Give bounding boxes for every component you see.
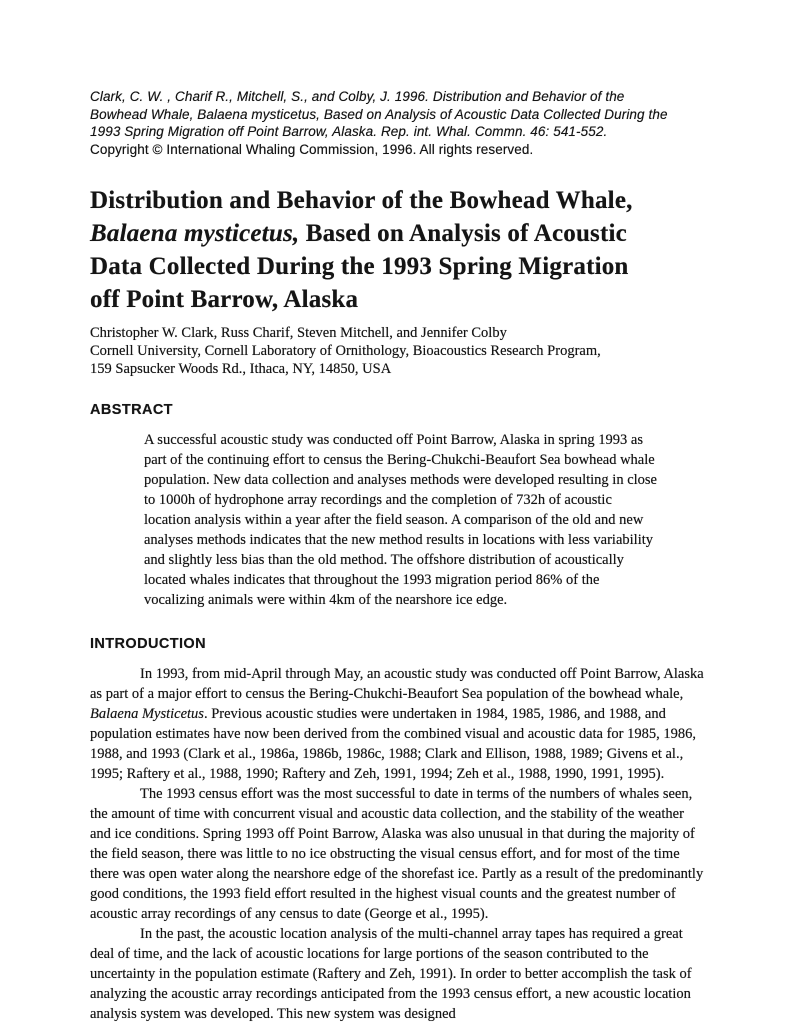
authors-block [90, 324, 705, 378]
author-names: Christopher W. Clark, Russ Charif, Steven Mitchell, and Jennifer Colby [90, 325, 507, 341]
title-line-3: Data Collected During the 1993 Spring Migration [90, 253, 629, 280]
citation-line: Clark, C. W. , Charif R., Mitchell, S., and Colby, J. 1996. Distribution and Behavior of the [90, 89, 625, 104]
intro-p1-text: In 1993, from mid-April through May, an acoustic study was conducted off Point Barrow, Alaska as part of a major effort to census the Bering-Chukchi-Beaufort Sea population of the bowhead whale, [90, 666, 704, 702]
citation-line: Bowhead Whale, Balaena mysticetus, Based on Analysis of Acoustic Data Collected During the [90, 106, 668, 122]
intro-paragraph-2: The 1993 census effort was the most successful to date in terms of the numbers of whales seen, the amount of time with concurrent visual and acoustic data collection, and the stability of the weather and ice conditions. Spring 1993 off Point Barrow, Alaska was also unusual in that during the majority of the field season, there was little to no ice obstructing the visual census effort, and for most of the time there was open water along the nearshore edge of the shorefast ice. Partly as a result of the predominantly good conditions, the 1993 field effort resulted in the highest visual counts and the greatest number of acoustic array recordings of any census to date (George et al., 1995). [90, 786, 704, 922]
title-line-1: Distribution and Behavior of the Bowhead Whale, [90, 187, 633, 214]
abstract-heading: ABSTRACT [90, 402, 173, 418]
title-line-2 [90, 217, 705, 250]
intro-p1-text-after: . Previous acoustic studies were undertaken in 1984, 1985, 1986, and 1988, and population estimates have now been derived from the combined visual and acoustic data for 1985, 1986, 1988, and 1993 (Clark et al., 1986a, 1986b, 1986c, 1988; Clark and Ellison, 1988, 1989; Givens et al., 1995; Raftery et al., 1988, 1990; Raftery and Zeh, 1991, 1994; Zeh et al., 1988, 1990, 1991, 1995). [90, 706, 697, 782]
abstract-body: A successful acoustic study was conducted off Point Barrow, Alaska in spring 1993 as part of the continuing effort to census the Bering-Chukchi-Beaufort Sea bowhead whale population. New data collection and analyses methods were developed resulting in close to 1000h of hydrophone array recordings and the completion of 732h of acoustic location analysis within a year after the field season. A comparison of the old and new analyses methods indicates that the new method results in locations with less variability and slightly less bias than the old method. The offshore distribution of acoustically located whales indicates that throughout the 1993 migration period 86% of the vocalizing animals were within 4km of the nearshore ice edge. [144, 432, 657, 608]
paper-title [90, 184, 705, 316]
introduction-heading: INTRODUCTION [90, 636, 206, 652]
citation-block [90, 88, 705, 158]
citation-line: 1993 Spring Migration off Point Barrow, Alaska. Rep. int. Whal. Commn. 46: 541-552. [90, 124, 608, 139]
intro-paragraph-1 [90, 664, 705, 784]
title-line-2-roman: Based on Analysis of Acoustic [299, 220, 627, 247]
species-name-italic: Balaena Mysticetus [90, 706, 204, 722]
intro-paragraph-3: In the past, the acoustic location analysis of the multi-channel array tapes has required a great deal of time, and the lack of acoustic locations for large portions of the season contributed to the uncertainty in the population estimate (Raftery and Zeh, 1991). In order to better accomplish the task of analyzing the acoustic array recordings anticipated from the 1993 census effort, a new acoustic location analysis system was developed. This new system was designed [90, 926, 692, 1022]
affiliation-line-2: 159 Sapsucker Woods Rd., Ithaca, NY, 14850, USA [90, 361, 392, 377]
affiliation-line-1: Cornell University, Cornell Laboratory of Ornithology, Bioacoustics Research Program, [90, 343, 601, 359]
citation-copyright: Copyright © International Whaling Commission, 1996. All rights reserved. [90, 141, 534, 157]
title-line-4: off Point Barrow, Alaska [90, 286, 359, 313]
introduction-body [90, 664, 705, 1024]
title-species-italic: Balaena mysticetus, [90, 220, 300, 247]
